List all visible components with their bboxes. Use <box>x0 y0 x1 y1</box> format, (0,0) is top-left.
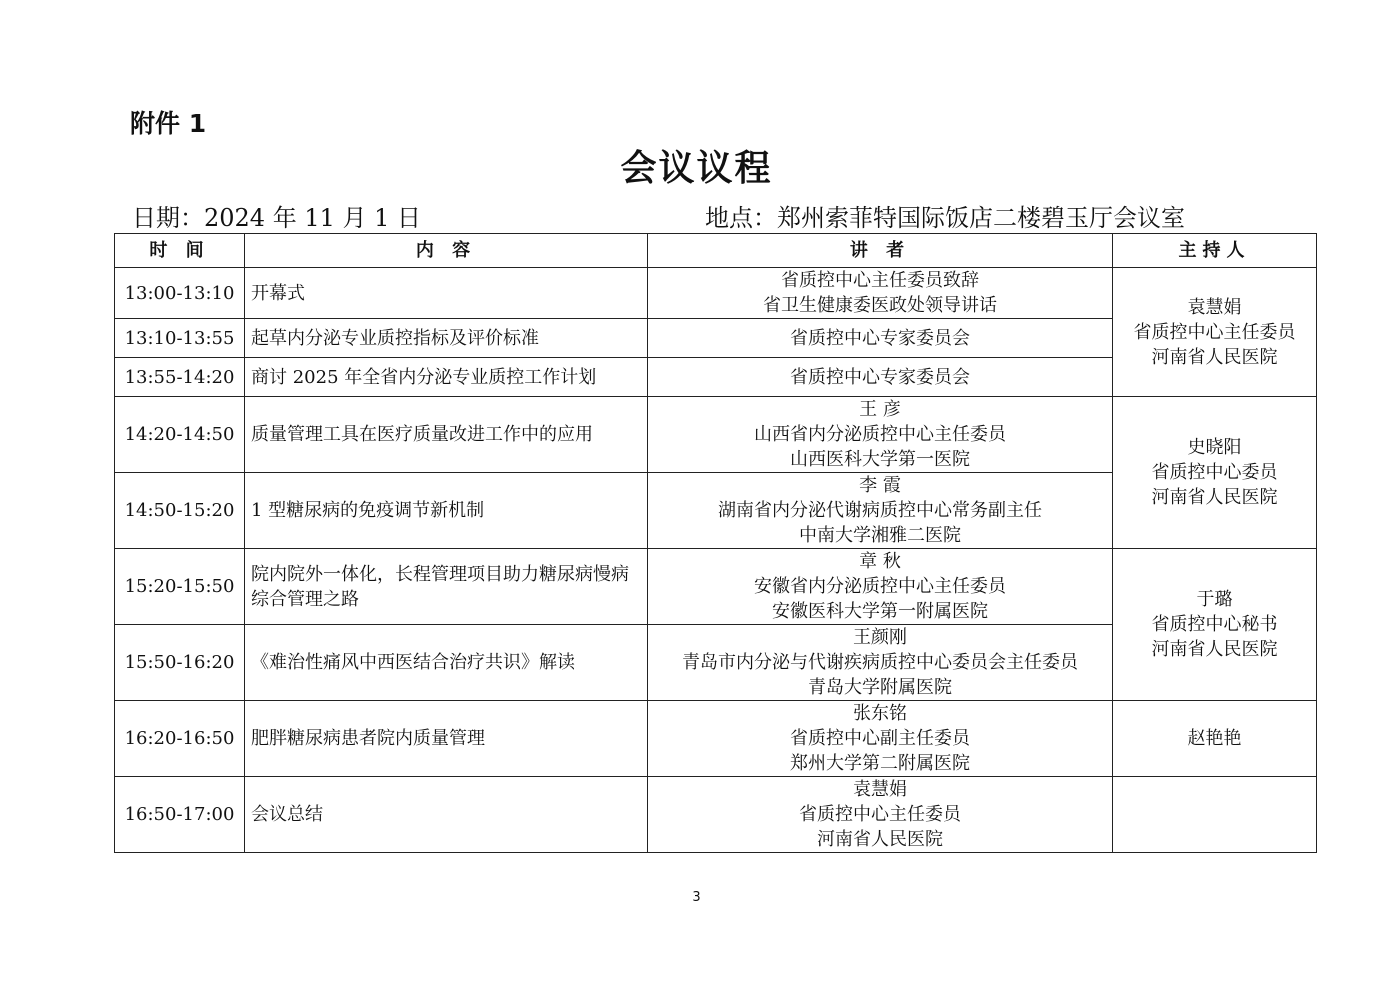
session-host <box>1113 268 1317 397</box>
session-topic: 肥胖糖尿病患者院内质量管理 <box>245 701 648 777</box>
speaker-line: 青岛大学附属医院 <box>808 677 952 698</box>
attachment-label: 附件 1 <box>130 109 207 138</box>
speaker-line: 王颜刚 <box>853 627 907 648</box>
session-host <box>1113 397 1317 549</box>
session-topic: 会议总结 <box>245 777 648 853</box>
host-line: 史晓阳 <box>1187 437 1242 458</box>
session-time: 14:20-14:50 <box>115 397 245 473</box>
table-row <box>115 701 1317 777</box>
speaker-line: 山西省内分泌质控中心主任委员 <box>754 424 1006 445</box>
speaker-line: 省质控中心副主任委员 <box>790 728 970 749</box>
speaker-line: 张东铭 <box>853 703 907 724</box>
session-time: 14:50-15:20 <box>115 473 245 549</box>
host-line: 省质控中心秘书 <box>1151 614 1278 635</box>
host-line: 赵艳艳 <box>1187 728 1242 749</box>
session-speaker <box>648 319 1113 358</box>
speaker-line: 省卫生健康委医政处领导讲话 <box>763 295 997 316</box>
table-row <box>115 549 1317 625</box>
speaker-line: 省质控中心主任委员致辞 <box>781 270 979 291</box>
meeting-date: 日期：2024 年 11 月 1 日 <box>132 204 422 232</box>
session-time: 15:20-15:50 <box>115 549 245 625</box>
header-host: 主持人 <box>1113 234 1317 268</box>
page-title: 会议议程 <box>620 148 773 189</box>
speaker-line: 湖南省内分泌代谢病质控中心常务副主任 <box>718 500 1042 521</box>
session-time: 13:55-14:20 <box>115 358 245 397</box>
session-topic: 院内院外一体化，长程管理项目助力糖尿病慢病综合管理之路 <box>245 549 648 625</box>
speaker-line: 章 秋 <box>859 551 901 572</box>
speaker-line: 安徽医科大学第一附属医院 <box>772 601 988 622</box>
session-speaker <box>648 358 1113 397</box>
host-line: 河南省人民医院 <box>1151 346 1278 368</box>
speaker-line: 李 霞 <box>859 475 901 496</box>
header-speaker: 讲 者 <box>648 234 1113 268</box>
page-number: 3 <box>692 890 701 905</box>
speaker-line: 河南省人民医院 <box>817 829 943 850</box>
table-header-row <box>115 234 1317 268</box>
meeting-location: 地点：郑州索菲特国际饭店二楼碧玉厅会议室 <box>705 204 1185 232</box>
host-line: 省质控中心委员 <box>1151 462 1278 483</box>
session-time: 13:10-13:55 <box>115 319 245 358</box>
session-topic: 开幕式 <box>245 268 648 319</box>
session-topic: 质量管理工具在医疗质量改进工作中的应用 <box>245 397 648 473</box>
session-host <box>1113 701 1317 777</box>
speaker-line: 王 彦 <box>859 399 901 420</box>
agenda-table <box>114 233 1317 853</box>
host-line: 河南省人民医院 <box>1151 639 1278 660</box>
speaker-line: 袁慧娟 <box>853 779 907 800</box>
session-speaker <box>648 549 1113 625</box>
speaker-line: 安徽省内分泌质控中心主任委员 <box>754 576 1006 597</box>
session-speaker <box>648 397 1113 473</box>
host-line: 袁慧娟 <box>1187 296 1242 318</box>
header-time: 时 间 <box>115 234 245 268</box>
session-speaker <box>648 268 1113 319</box>
header-content: 内 容 <box>245 234 648 268</box>
session-speaker <box>648 701 1113 777</box>
session-speaker <box>648 625 1113 701</box>
session-topic: 1 型糖尿病的免疫调节新机制 <box>245 473 648 549</box>
session-topic: 《难治性痛风中西医结合治疗共识》解读 <box>245 625 648 701</box>
session-topic: 起草内分泌专业质控指标及评价标准 <box>245 319 648 358</box>
session-speaker <box>648 777 1113 853</box>
agenda-body <box>115 268 1317 853</box>
table-row <box>115 397 1317 473</box>
table-row <box>115 777 1317 853</box>
speaker-line: 郑州大学第二附属医院 <box>790 753 970 774</box>
session-host <box>1113 777 1317 853</box>
speaker-line: 中南大学湘雅二医院 <box>799 525 961 546</box>
speaker-line: 省质控中心主任委员 <box>799 804 961 825</box>
session-time: 15:50-16:20 <box>115 625 245 701</box>
table-row <box>115 268 1317 319</box>
speaker-line: 青岛市内分泌与代谢疾病质控中心委员会主任委员 <box>682 652 1078 673</box>
session-host <box>1113 549 1317 701</box>
session-time: 16:50-17:00 <box>115 777 245 853</box>
speaker-line: 省质控中心专家委员会 <box>790 327 970 349</box>
host-line: 河南省人民医院 <box>1151 487 1278 508</box>
speaker-line: 山西医科大学第一医院 <box>790 449 970 470</box>
speaker-line: 省质控中心专家委员会 <box>790 366 970 388</box>
session-time: 13:00-13:10 <box>115 268 245 319</box>
session-time: 16:20-16:50 <box>115 701 245 777</box>
host-line: 省质控中心主任委员 <box>1133 321 1296 343</box>
session-topic: 商讨 2025 年全省内分泌专业质控工作计划 <box>245 358 648 397</box>
session-speaker <box>648 473 1113 549</box>
host-line: 于璐 <box>1196 589 1233 610</box>
